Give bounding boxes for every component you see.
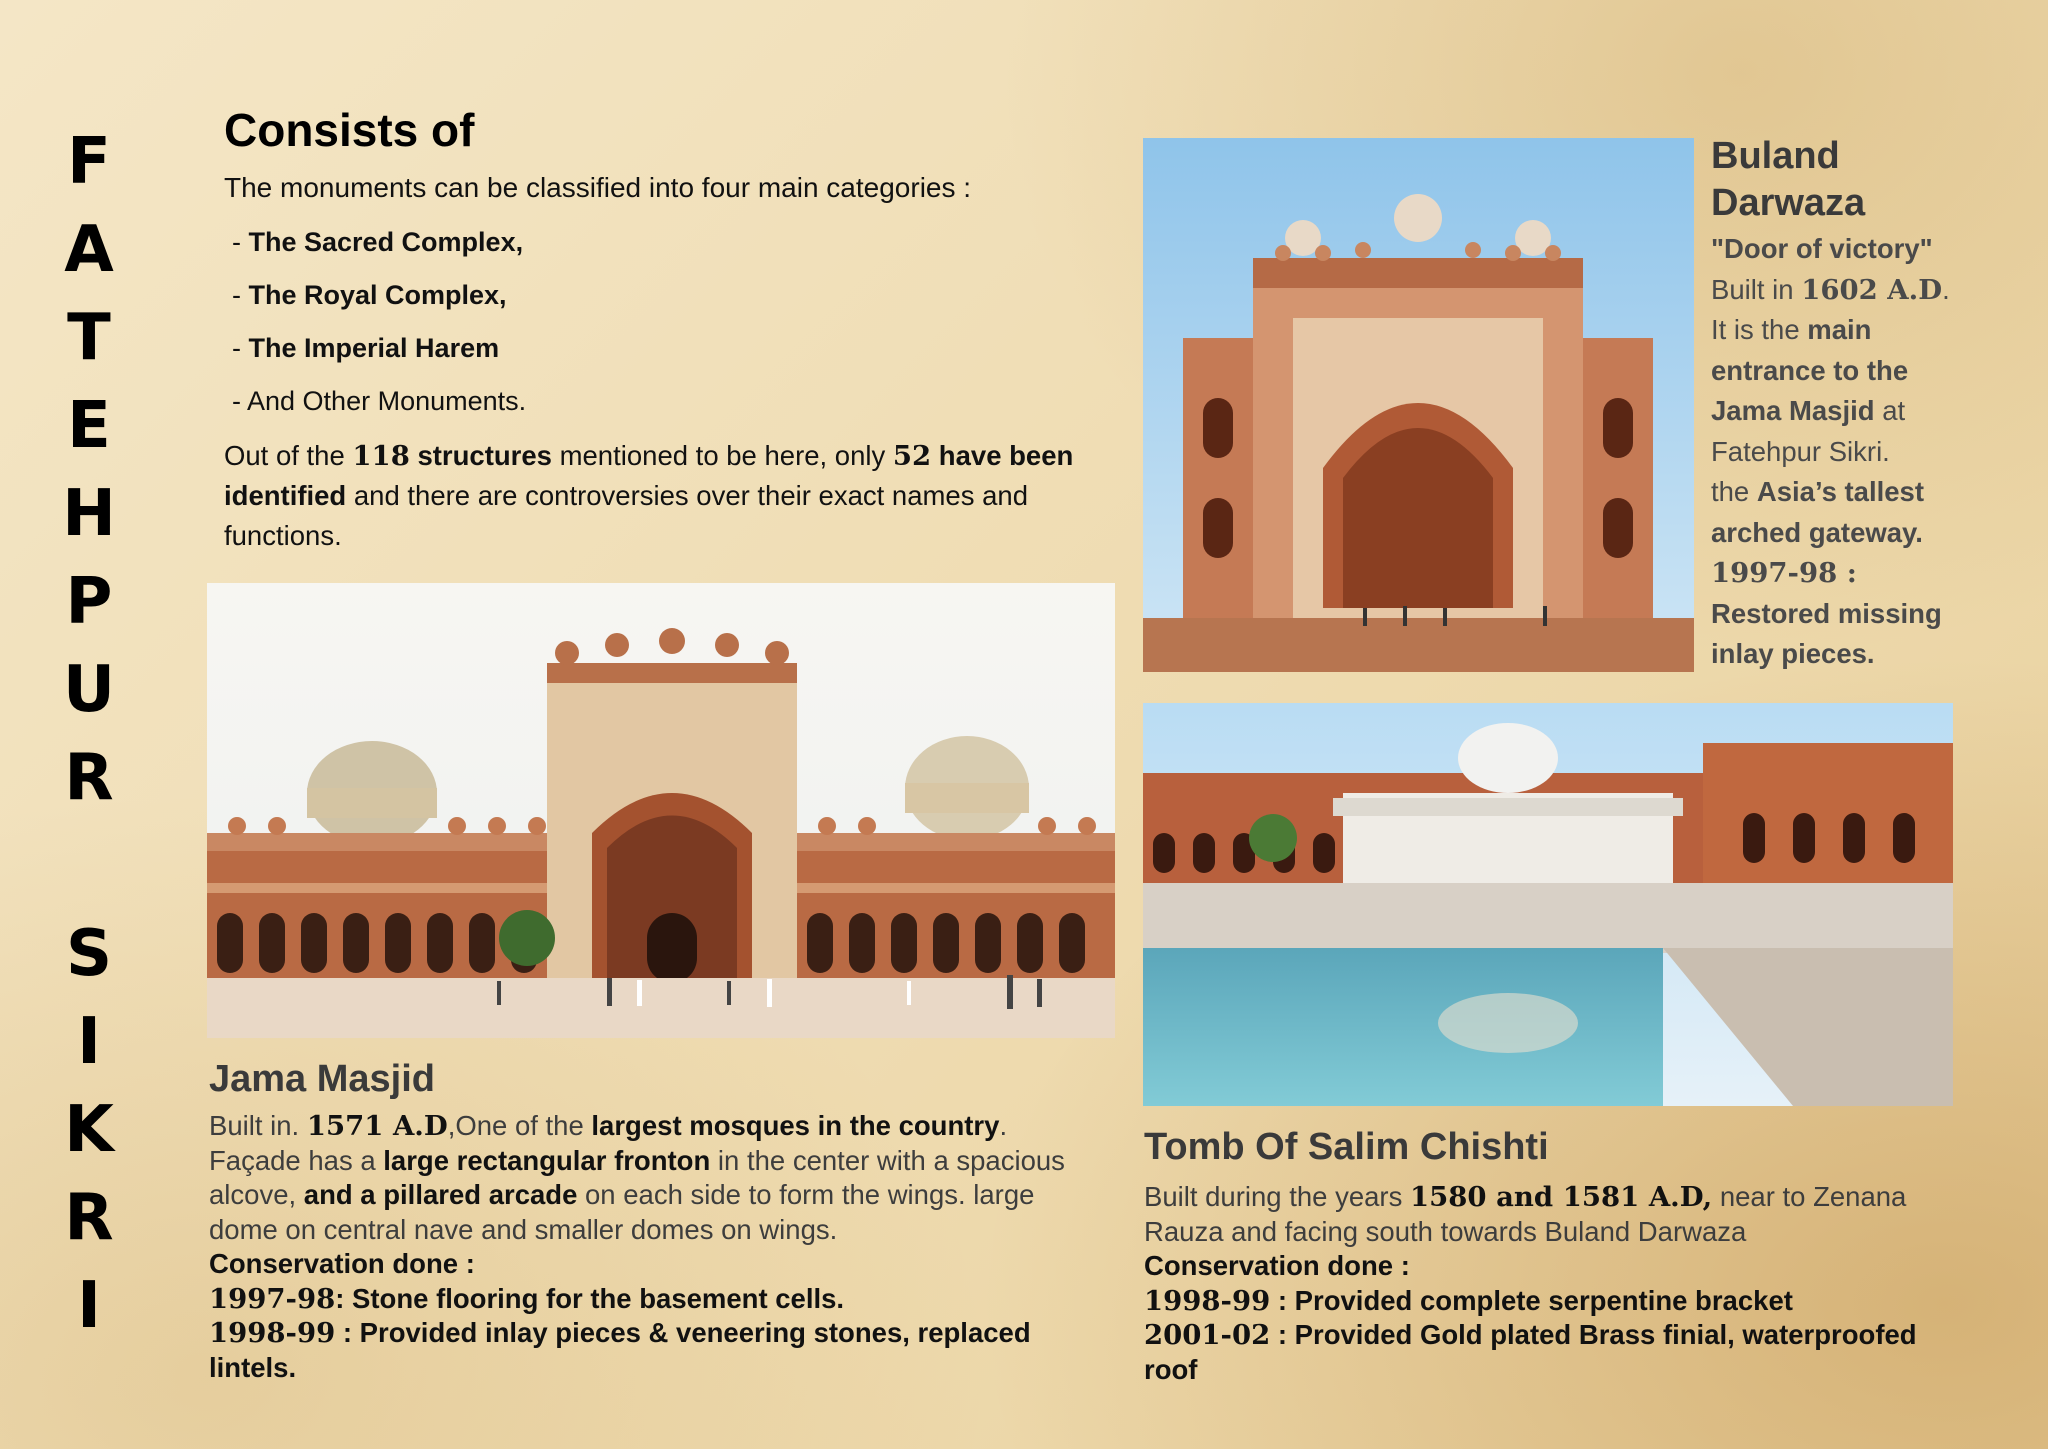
conservation-label: Conservation done : xyxy=(209,1248,475,1279)
consists-heading: Consists of xyxy=(224,104,475,156)
conservation-label: Conservation done : xyxy=(1144,1250,1410,1281)
title-letter: R xyxy=(64,741,114,815)
jama-masjid-title: Jama Masjid xyxy=(209,1058,435,1100)
title-letter xyxy=(55,822,123,910)
title-letter: F xyxy=(67,125,111,199)
salim-chishti-description: Built during the years 1580 and 1581 A.D, near to Zenana Rauza and facing south towards Buland Darwaza Conservation done : 1998-99 : Provided complete serpentine bracket 2001-02 : Provided Gold plated Brass finial, waterproofed roof xyxy=(1144,1181,1917,1385)
list-item: - And Other Monuments. xyxy=(232,386,527,416)
list-item: - The Imperial Harem xyxy=(232,333,500,363)
title-letter: S xyxy=(65,917,113,991)
jama-masjid-section xyxy=(209,1055,1089,1385)
jama-masjid-description: Built in. 1571 A.D,One of the largest mosques in the country. Façade has a large rectangular fronton in the center with a spacious alcove, and a pillared arcade on each side to form the wings. large dome on central nave and smaller domes on wings. Conservation done : 1997-98: Stone flooring for the basement cells. 1998-99 : Provided inlay pieces & veneering stones, replaced lintels. xyxy=(209,1110,1065,1383)
title-letter: I xyxy=(77,1269,101,1343)
title-letter: H xyxy=(62,477,116,551)
title-letter: T xyxy=(67,301,111,375)
title-letter: A xyxy=(64,213,114,287)
consists-intro: The monuments can be classified into four main categories : xyxy=(224,172,972,203)
title-letter: I xyxy=(77,1005,101,1079)
salim-chishti-photo xyxy=(1143,703,1953,1106)
buland-darwaza-section xyxy=(1711,133,1961,675)
buland-darwaza-title: Buland Darwaza xyxy=(1711,135,1866,224)
consists-paragraph: Out of the 118 structures mentioned to be here, only 52 have been identified and there are controversies over their exact names and functions. xyxy=(224,440,1074,551)
title-letter: R xyxy=(64,1181,114,1255)
salim-chishti-section xyxy=(1144,1122,1974,1387)
buland-darwaza-description: "Door of victory" Built in 1602 A.D. It is the main entrance to the Jama Masjid at Fatehpur Sikri. the Asia’s tallest arched gateway. 1997-98 : Restored missing inlay pieces. xyxy=(1711,233,1950,669)
vertical-title xyxy=(55,118,123,1350)
jama-masjid-photo xyxy=(207,583,1115,1038)
title-letter: E xyxy=(67,389,111,463)
buland-darwaza-photo xyxy=(1143,138,1694,672)
title-letter: K xyxy=(64,1093,114,1167)
list-item: - The Sacred Complex, xyxy=(232,227,524,257)
title-letter: U xyxy=(63,653,115,727)
title-letter: P xyxy=(65,565,113,639)
list-item: - The Royal Complex, xyxy=(232,280,507,310)
consists-section xyxy=(224,100,1084,556)
salim-chishti-title: Tomb Of Salim Chishti xyxy=(1144,1126,1549,1168)
